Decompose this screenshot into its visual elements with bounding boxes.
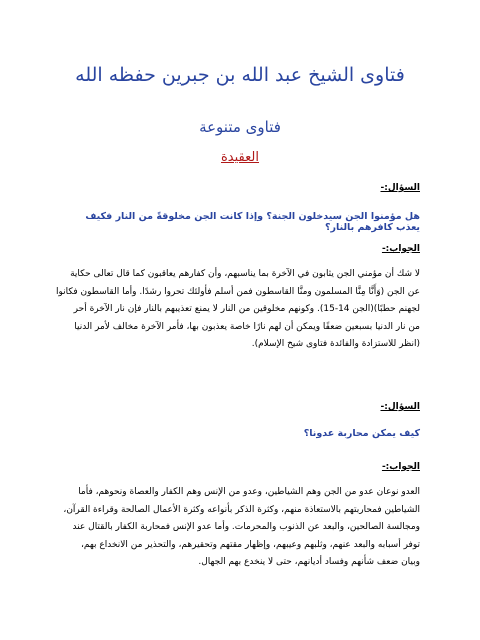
- answer-line: لجهنم حطبًا)(الجن 14-15). وكونهم مخلوقين من النار لا يمنع تعذيبهم بالنار فإن نار الآخرة أحر: [73, 304, 420, 314]
- section-heading: العقيدة: [221, 150, 259, 165]
- question-label: السؤال:-: [380, 183, 420, 193]
- answer-label: الجواب:-: [381, 244, 420, 254]
- answer-line: العدو نوعان عدو من الجن وهم الشياطين، وعدو من الإنس وهم الكفار والعصاة ونحوهم، فأما: [78, 487, 420, 497]
- answer-line: عن الجن (وَأَنَّا مِنَّا المسلمون ومنَّا القاسطون فمن أسلم فأولئك تحروا رشدًا. وأما القاسطون فكانوا: [55, 286, 420, 297]
- answer-text: [52, 484, 420, 572]
- document-subtitle: فتاوى متنوعة: [199, 118, 281, 136]
- question-label: السؤال:-: [380, 402, 420, 412]
- answer-line: (انظر للاستزادة والفائدة فتاوى شيخ الإسلام).: [251, 339, 420, 349]
- answer-line: ومجالسة الصالحين، والبعد عن الذنوب والمحرمات. وأما عدو الإنس فمحاربة الكفار بالقتال عند: [72, 522, 420, 532]
- answer-line: لا شك أن مؤمني الجن يثابون في الآخرة بما يناسبهم، وأن كفارهم يعاقبون كما قال تعالى حكاية: [70, 269, 420, 279]
- answer-text: [52, 266, 420, 354]
- answer-label: الجواب:-: [381, 462, 420, 472]
- question-text: كيف يمكن محاربة عدونا؟: [303, 428, 420, 439]
- answer-line: من نار الدنيا بسبعين ضعفًا ويمكن أن لهم نارًا خاصة يعذبون بها، فأمر الآخرة مخالف لأمر الدنيا: [74, 321, 420, 332]
- answer-line: الشياطين فمحاربتهم بالاستعاذة منهم، وكثرة الذكر بأنواعه وكثرة الأعمال الصالحة وقراءة القرآن،: [63, 504, 420, 515]
- answer-line: توفر أسبابه والبعد عنهم، وثلبهم وعيبهم، وإظهار مقتهم وتحقيرهم، والتحذير من الانخداع بهم،: [80, 539, 420, 550]
- document-title: فتاوى الشيخ عبد الله بن جبرين حفظه الله: [75, 64, 405, 86]
- question-text: هل مؤمنوا الجن سيدخلون الجنة؟ وإذا كانت الجن مخلوقةً من النار فكيف يعذب كافرهم بالنار؟: [85, 211, 420, 233]
- answer-line: وبيان ضعف شأنهم وفساد أديانهم، حتى لا ينخدع بهم الجهال.: [198, 557, 420, 567]
